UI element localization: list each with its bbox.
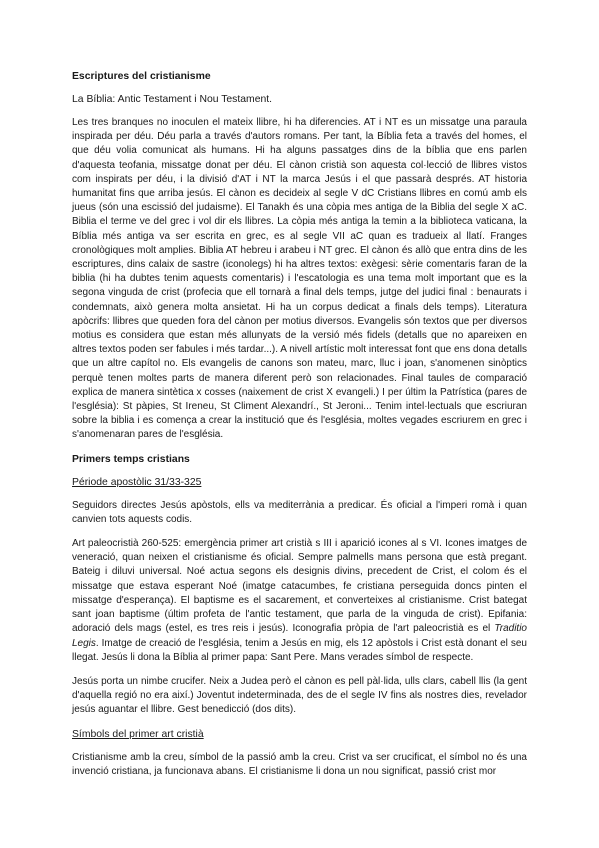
period-heading-apostolic: Période apostòlic 31/33-325 (72, 476, 202, 488)
paragraph-bible-intro: Les tres branques no inoculen el mateix llibre, hi ha diferencies. AT i NT es un missatge una paraula inspirada per déu. Déu parla a través d'autors romans. Per tant, la Bíblia feta a través del homes, el que déu volia comunicat als humans. Hi ha alguns passatges dins de la bíblia que ens parlen d'aquesta teofania, missatge donat per déu. El cànon cristià son aquesta col·lecció de llibres vistos com inspirats per déu, i la divisió d'AT i NT la marca Jesús i el que passarà després. AT historia humanitat fins que arriba jesús. El cànon es decideix al segle V dC Cristians llibres en comú amb els jueus (són una escissió del judaisme). El Tanakh és una còpia mes antiga de la Biblia del segle X aC. Biblia el terme ve del grec i vol dir els llibres. La còpia més antiga la temin a la biblioteca vaticana, la Bíblia més antiga va ser escrita en grec, es al segle VII aC quan es tradueix al llatí. Franges cronològiques molt amplies. Biblia AT hebreu i arabeu i NT grec. El cànon és allò que entra dins de les escriptures, dins calaix de sastre (iconolegs) hi ha altres textos: exègesi: sèrie comentaris faran de la biblia (hi ha dubtes tenim aquests comentaris) i l'escatologia es una tema molt important que es la segona vinguda de crist (profecia que ell tornarà a final dels temps, jutge del judici final : benaurats i condemnats, això genera molta ansietat. Hi ha un corpus dedicat a finals dels temps). Literatura apòcrifs: llibres que queden fora del cànon per motius diversos. Evangelis són textos que per diversos motius es considera que estan més allunyats de la versió més fidels (detalls que no apareixen en altres textos poden ser fabules i més tardar...). A nivell artístic molt interessat font que ens dona detalls que un altre capítol no. Els evangelis de canons son mateu, marc, lluc i joan, s'anomenen sinòptics perquè tenen moltes parts de manera diferent però son relacionades. Final taules de comparació explica de manera sintètica x cosses (naixement de crist X evangeli.) I per últim la Patrística (pares de l'església): St pàpies, St Ireneu, St Climent Alexandrí., St Jeroni... Tenim intel·lectuals que escriuran sobre la biblia i es comença a crear la institució que és l'església, moltes vegades escriurem en grec i s'anomenaran pares de l'església. (72, 117, 527, 441)
symbols-heading: Símbols del primer art cristià (72, 728, 204, 740)
document-title: Escriptures del cristianisme (72, 71, 211, 82)
traditio-legis-term: Traditio Legis (72, 623, 527, 649)
paragraph-paleochristian-art (72, 537, 527, 665)
document-subtitle: La Bíblia: Antic Testament i Nou Testament. (72, 94, 273, 105)
paragraph-paleochristian-tail: . Imatge de creació de l'església, tenim a Jesús en mig, els 12 apòstols i Crist està donant el seu llegat. Jesús li dona la Bíblia al primer papa: Sant Pere. Mans verades símbol de respecte. (72, 637, 527, 663)
paragraph-jesus-depiction: Jesús porta un nimbe crucifer. Neix a Judea però el cànon es pell pàl·lida, ulls clars, cabell llis (la gent d'aquella regió no era així.) Joventut indeterminada, des de el segle IV fins als nostres dies, revelador jesús aguantar el llibre. Gest benedicció (dos dits). (72, 675, 527, 716)
paragraph-apostles: Seguidors directes Jesús apòstols, ells va mediterrània a predicar. És oficial a l'imperi romà i quan canvien tots aquests codis. (72, 499, 527, 525)
paragraph-symbols: Cristianisme amb la creu, símbol de la passió amb la creu. Crist va ser crucificat, el símbol no és una invenció cristiana, ja funcionava abans. El cristianisme li dona un nou significat, passió crist mor (72, 751, 527, 777)
section-heading-early-christian: Primers temps cristians (72, 453, 190, 465)
paragraph-paleochristian-main: Art paleocristià 260-525: emergència primer art cristià s III i aparició icones al s VI. Icones imatges de veneració, quan neixen el cristianisme és oficial. Sempre palmells mans persona que està pregant. Bateig i diluvi universal. Noé actua segons els designis divins, precedent de Crist, el colom és el missatge que estava esperant Noé (imatge catacumbes, fe cristiana perseguida doncs pinten el missatge d'esperança). El baptisme es el sacarement, et converteixes al cristianisme. Crist bategat sant joan baptisme (últim profeta de l'antic testament, que parla de la vinguda de crist). Epifania: adoració dels mags (estel, es tres reis i jesús). Iconografia pròpia de l'art paleocristià es el (72, 538, 527, 635)
